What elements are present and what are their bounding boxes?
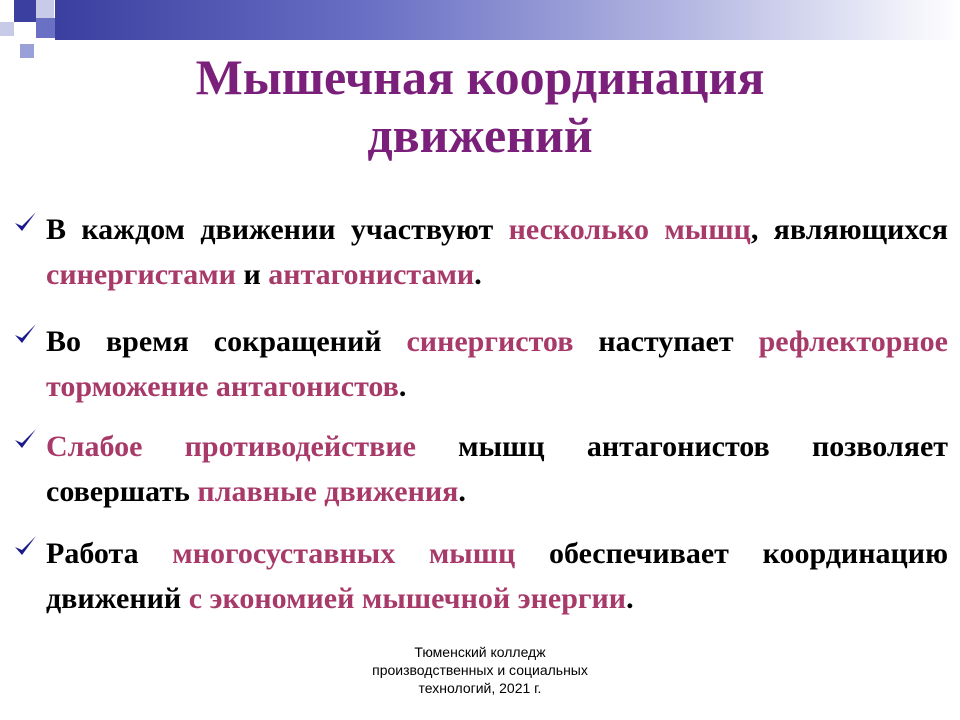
bullet-text-segment: . bbox=[474, 258, 482, 291]
bullet-text-segment: . bbox=[626, 582, 634, 615]
bullet-text-segment: . bbox=[458, 475, 466, 508]
checkmark-icon bbox=[12, 209, 38, 235]
bullet-text-segment: мышц антагонистов позволяет совершать bbox=[46, 430, 948, 508]
bullet-text-segment: . bbox=[398, 370, 407, 403]
bullet-text bbox=[46, 424, 948, 514]
highlight-text: многосуставных мышц bbox=[172, 537, 516, 570]
highlight-text: антагонистами bbox=[268, 258, 475, 291]
footer-credit bbox=[330, 643, 630, 697]
title-line-2: движений bbox=[367, 107, 593, 163]
highlight-text: несколько мышц bbox=[508, 213, 751, 246]
checkmark-icon bbox=[12, 533, 38, 559]
bullet-text-segment: наступает bbox=[573, 325, 759, 358]
checkmark-icon bbox=[12, 426, 38, 452]
slide-title bbox=[0, 48, 960, 164]
checkmark-icon bbox=[12, 321, 38, 347]
bullet-text bbox=[46, 531, 948, 621]
bullet-text bbox=[46, 319, 948, 409]
highlight-text: рефлекторное торможение антагонистов bbox=[46, 325, 948, 403]
bullet-text-segment: Во время сокращений bbox=[46, 325, 407, 358]
highlight-text: синергистами bbox=[46, 258, 236, 291]
bullet-text-segment: и bbox=[235, 258, 269, 291]
bullet-text-segment: Работа bbox=[46, 537, 173, 570]
highlight-text: с экономией мышечной энергии bbox=[188, 582, 627, 615]
footer-line: производственных и социальных bbox=[372, 662, 588, 678]
highlight-text: Слабое противодействие bbox=[46, 430, 416, 463]
bullet-text-segment: В каждом движении участвуют bbox=[46, 213, 509, 246]
footer-line: технологий, 2021 г. bbox=[418, 680, 542, 696]
bullet-text-segment: , являющихся bbox=[750, 213, 948, 246]
title-bar bbox=[55, 0, 960, 40]
highlight-text: плавные движения bbox=[197, 475, 459, 508]
highlight-text: синергистов bbox=[406, 325, 574, 358]
footer-line: Тюменский колледж bbox=[414, 644, 546, 660]
bullet-text-segment: обеспечивает координацию движений bbox=[46, 537, 948, 615]
bullet-text bbox=[46, 207, 948, 297]
title-line-1: Мышечная координация bbox=[195, 49, 765, 105]
